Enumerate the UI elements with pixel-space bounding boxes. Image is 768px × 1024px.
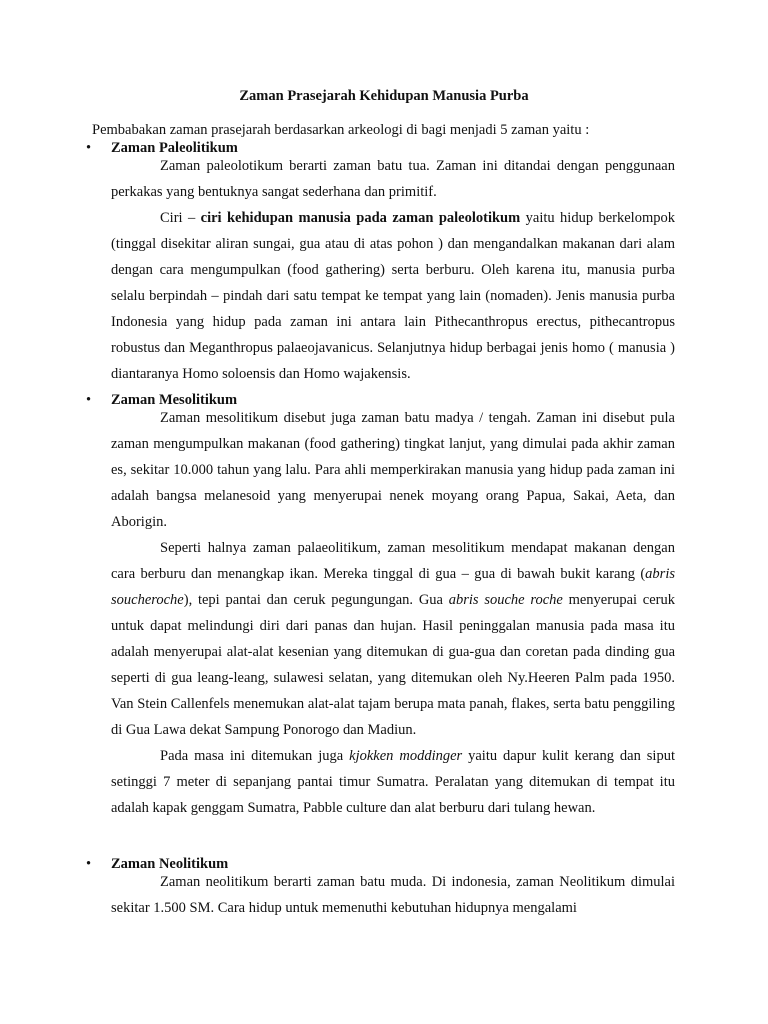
section-mesolitikum xyxy=(111,405,675,821)
heading-mesolitikum-text: Zaman Mesolitikum xyxy=(111,392,238,408)
paleolitikum-paragraph-2 xyxy=(111,205,675,387)
meso-p3-text-a: Pada masa ini ditemukan juga xyxy=(160,748,350,764)
meso-p2-text-b: ), tepi pantai dan ceruk pegungungan. Gua xyxy=(183,592,449,608)
meso-p2-italic-2: abris souche roche xyxy=(448,592,563,608)
section-neolitikum xyxy=(111,869,675,921)
mesolitikum-paragraph-1: Zaman mesolitikum disebut juga zaman batu madya / tengah. Zaman ini disebut pula zaman mengumpulkan makanan (food gathering) tingkat lanjut, yang dimulai pada akhir zaman es, sekitar 10.000 tahun yang lalu. Para ahli memperkirakan manusia yang hidup pada zaman ini adalah bangsa melanesoid yang menyerupai nenek moyang orang Papua, Sakai, Aeta, dan Aborigin. xyxy=(111,410,675,530)
section-paleolitikum xyxy=(111,153,675,387)
mesolitikum-paragraph-3 xyxy=(111,743,675,821)
meso-p3-italic: kjokken moddinger xyxy=(349,748,463,764)
p2-post: yaitu hidup berkelompok (tinggal disekitar aliran sungai, gua atau di atas pohon ) dan mengandalkan makanan dari alam dengan cara mengumpulkan (food gathering) serta berburu. Oleh karena itu, manusia purba selalu berpindah – pindah dari satu tempat ke tempat yang lain (nomaden). Jenis manusia purba Indonesia yang hidup pada zaman ini antara lain Pithecanthropus erectus, pithecantropus robustus dan Meganthropus palaeojavanicus. Selanjutnya hidup berbagai jenis homo ( manusia ) diantaranya Homo soloensis dan Homo wajakensis. xyxy=(111,210,675,382)
bullet-icon: • xyxy=(86,392,92,408)
document-title: Zaman Prasejarah Kehidupan Manusia Purba xyxy=(239,88,529,104)
meso-p2-text-a: Seperti halnya zaman palaeolitikum, zaman mesolitikum mendapat makanan dengan cara berburu dan menangkap ikan. Mereka tinggal di gua – gua di bawah bukit karang ( xyxy=(111,540,675,582)
bullet-icon: • xyxy=(86,856,92,872)
p2-pre: Ciri – xyxy=(160,210,201,226)
paleolitikum-paragraph-1: Zaman paleolotikum berarti zaman batu tua. Zaman ini ditandai dengan penggunaan perkakas yang bentuknya sangat sederhana dan primitif. xyxy=(111,158,675,200)
heading-paleolitikum-text: Zaman Paleolitikum xyxy=(111,140,238,156)
bullet-icon: • xyxy=(86,140,92,156)
p2-bold: ciri kehidupan manusia pada zaman paleolotikum xyxy=(200,210,521,226)
intro-paragraph: Pembabakan zaman prasejarah berdasarkan arkeologi di bagi menjadi 5 zaman yaitu : xyxy=(92,122,590,138)
meso-p2-italic-1: abris soucheroche xyxy=(111,566,675,608)
neolitikum-paragraph-1: Zaman neolitikum berarti zaman batu muda. Di indonesia, zaman Neolitikum dimulai sekitar 1.500 SM. Cara hidup untuk memenuthi kebutuhan hidupnya mengalami xyxy=(111,874,675,916)
meso-p3-text-b: yaitu dapur kulit kerang dan siput setinggi 7 meter di sepanjang pantai timur Sumatra. Peralatan yang ditemukan di tempat itu adalah kapak genggam Sumatra, Pabble culture dan alat berburu dari tulang hewan. xyxy=(111,748,675,816)
mesolitikum-paragraph-2 xyxy=(111,535,675,743)
meso-p2-text-c: menyerupai ceruk untuk dapat melindungi diri dari panas dan hujan. Hasil peninggalan manusia pada masa itu adalah menyerupai alat-alat kesenian yang ditemukan di gua-gua dan coretan pada dinding gua seperti di gua leang-leang, sulawesi selatan, yang ditemukan oleh Ny.Heeren Palm pada 1950. Van Stein Callenfels menemukan alat-alat tajam berupa mata panah, flakes, serta batu penggiling di Gua Lawa dekat Sampung Ponorogo dan Madiun. xyxy=(111,592,675,738)
heading-neolitikum-text: Zaman Neolitikum xyxy=(111,856,229,872)
